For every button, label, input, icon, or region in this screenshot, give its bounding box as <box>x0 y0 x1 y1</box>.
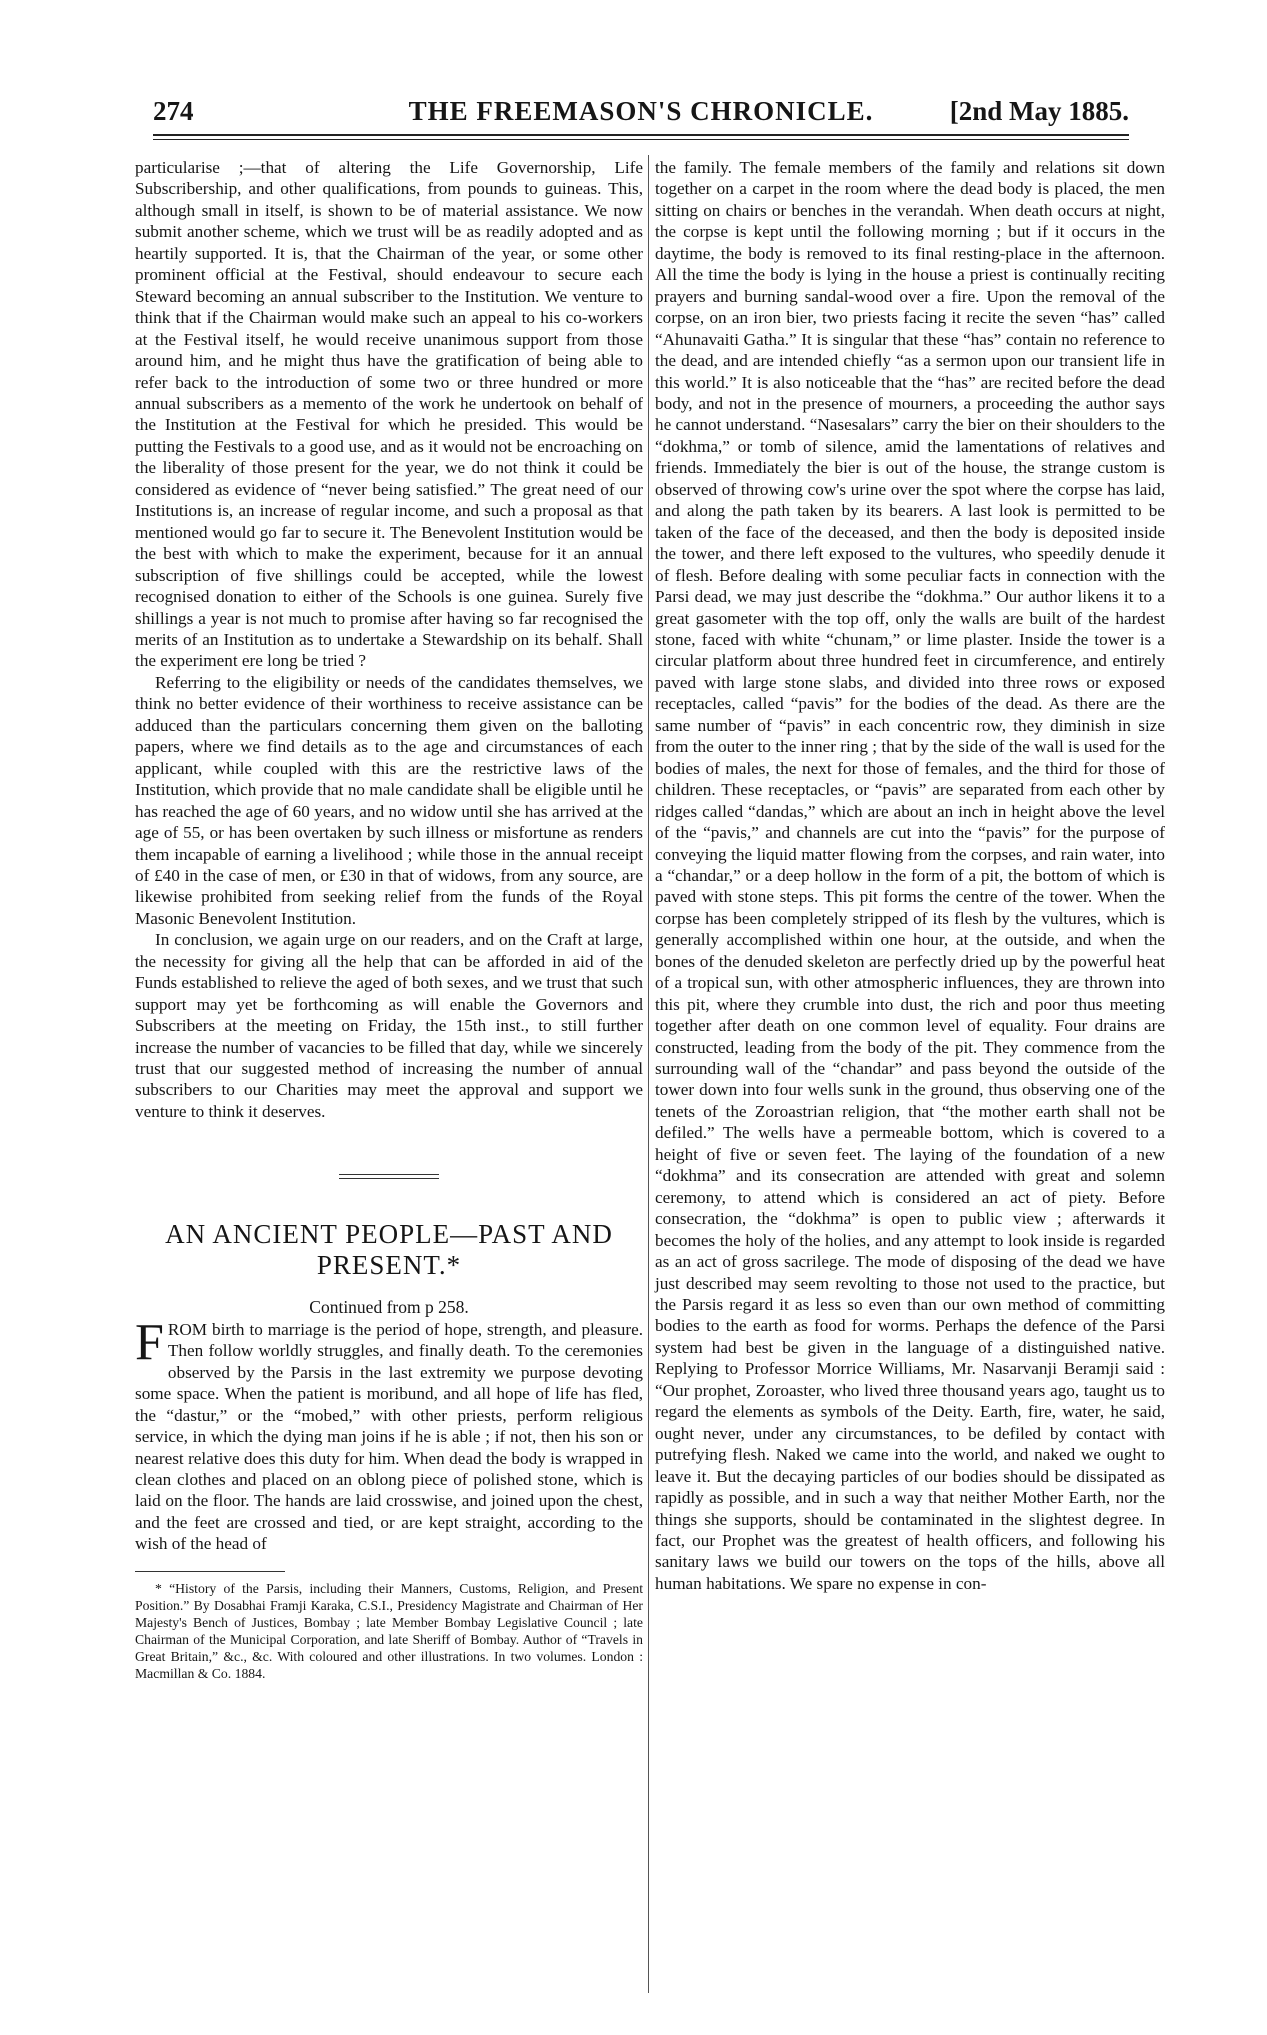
editorial-paragraph-1: particularise ;—that of altering the Life Governorship, Life Subscribership, and other qualifications, from pounds to guineas. This, although small in itself, is shown to be of material assistance. We now submit another scheme, which we trust will be as readily adopted and as heartily supported. It is, that the Chairman of the year, or some other prominent official at the Festival, should endeavour to secure each Steward becoming an annual subscriber to the Institution. We venture to think that if the Chairman would make such an appeal to his co-workers at the Festival itself, he would receive unanimous support from those around him, and he might thus have the gratification of being able to refer back to the introduction of some two or three hundred or more annual subscribers as a memento of the work he undertook on behalf of the Institution at the Festival for which he presided. This would be putting the Festivals to a good use, and as it would not be encroaching on the liberality of those present for the year, we do not think it could be considered as evidence of “never being satisfied.” The great need of our Institutions is, an increase of regular income, and such a proposal as that mentioned would go far to secure it. The Benevolent Institution would be the best with which to make the experiment, because for it an annual subscription of five shillings could be accepted, while the lowest recognised donation to either of the Schools is one guinea. Surely five shillings a year is not much to promise after having so far recognised the merits of an Institution as to undertake a Stewardship on its behalf. Shall the experiment ere long be tried ? <box>135 158 643 671</box>
issue-date: [2nd May 1885. <box>949 96 1129 126</box>
article-opening <box>135 1313 643 1555</box>
right-column <box>655 157 1165 1594</box>
footnote-rule <box>135 1571 285 1572</box>
footnote: * “History of the Parsis, including their Manners, Customs, Religion, and Present Position.” By Dosabhai Framji Karaka, C.S.I., Presidency Magistrate and Chairman of Her Majesty's Bench of Justices, Bombay ; late Member Bombay Legislative Council ; late Chairman of the Municipal Corporation, and late Sheriff of Bombay. Author of “Travels in Great Britain,” &c., &c. With coloured and other illustrations. In two volumes. London : Macmillan & Co. 1884. <box>135 1580 643 1681</box>
left-column <box>135 157 643 1682</box>
publication-title: THE FREEMASON'S CHRONICLE. <box>408 96 874 126</box>
article-opening-text: ROM birth to marriage is the period of hope, strength, and pleasure. Then follow worldly struggles, and finally death. To the ceremonies observed by the Parsis in the last extremity we purpose devoting some space. When the patient is moribund, and all hope of life has fled, the “dastur,” or the “mobed,” with other priests, perform religious service, in which the dying man joins if he is able ; if not, then his son or nearest relative does this duty for him. When dead the body is wrapped in clean clothes and placed on an oblong piece of polished stone, which is laid on the floor. The hands are laid crosswise, and joined upon the chest, and the feet are crossed and tied, or are kept straight, according to the wish of the head of <box>135 1319 643 1554</box>
article-title: AN ANCIENT PEOPLE—PAST AND PRESENT.* <box>165 1219 613 1281</box>
page-number: 274 <box>153 96 194 126</box>
drop-cap: F <box>135 1313 164 1371</box>
header-rule-thin <box>153 139 1129 140</box>
editorial-paragraph-3: In conclusion, we again urge on our readers, and on the Craft at large, the necessity for giving all the help that can be afforded in aid of the Funds established to relieve the aged of both sexes, and we trust that such support may yet be forthcoming as will enable the Governors and Subscribers at the meeting on Friday, the 15th inst., to still further increase the number of vacancies to be filled that day, while we sincerely trust that our suggested method of increasing the number of annual subscribers to our Charities may meet the approval and support we venture to think it deserves. <box>135 930 643 1121</box>
continued-note: Continued from p 258. <box>309 1297 469 1318</box>
running-head <box>153 96 1129 130</box>
header-rule <box>153 134 1129 136</box>
column-divider <box>648 155 649 1993</box>
article-continuation: the family. The female members of the family and relations sit down together on a carpet in the room where the dead body is placed, the men sitting on chairs or benches in the verandah. When death occurs at night, the corpse is kept until the following morning ; but if it occurs in the daytime, the body is removed to its final resting-place in the afternoon. All the time the body is lying in the house a priest is continually reciting prayers and burning sandal-wood over a fire. Upon the removal of the corpse, on an iron bier, two priests facing it recite the seven “has” called “Ahunavaiti Gatha.” It is singular that these “has” contain no reference to the dead, and are intended chiefly “as a sermon upon our transient life in this world.” It is also noticeable that the “has” are recited before the dead body, and not in the presence of mourners, a proceeding the author says he cannot understand. “Nasesalars” carry the bier on their shoulders to the “dokhma,” or tomb of silence, amid the lamentations of relatives and friends. Immediately the bier is out of the house, the strange custom is observed of throwing cow's urine over the spot where the corpse has laid, and along the path taken by its bearers. A last look is permitted to be taken of the face of the deceased, and then the body is deposited inside the tower, and there left exposed to the vultures, who speedily denude it of flesh. Before dealing with some peculiar facts in connection with the Parsi dead, we may just describe the “dokhma.” Our author likens it to a great gasometer with the top off, only the walls are built of the hardest stone, faced with white “chunam,” or lime plaster. Inside the tower is a circular platform about three hundred feet in circumference, and entirely paved with large stone slabs, and divided into three rows or exposed receptacles, called “pavis” for the bodies of the dead. As there are the same number of “pavis” in each concentric row, they diminish in size from the outer to the inner ring ; that by the side of the wall is used for the bodies of males, the next for those of females, and the third for those of children. These receptacles, or “pavis” are separated from each other by ridges called “dandas,” which are about an inch in height above the level of the “pavis,” and channels are cut into the “pavis” for the purpose of conveying the liquid matter flowing from the corpses, and rain water, into a “chandar,” or a deep hollow in the form of a pit, the bottom of which is paved with stone steps. This pit forms the centre of the tower. When the corpse has been completely stripped of its flesh by the vultures, which is generally accomplished within one hour, at the outside, and when the bones of the denuded skeleton are perfectly dried up by the powerful heat of a tropical sun, with other atmospheric influences, they are thrown into this pit, where they crumble into dust, the rich and poor thus meeting together after death on one common level of equality. Four drains are constructed, leading from the body of the pit. They commence from the surrounding wall of the “chandar” and pass beyond the outside of the tower down into four wells sunk in the ground, thus observing one of the tenets of the Zoroastrian religion, that “the mother earth shall not be defiled.” The wells have a permeable bottom, which is covered to a height of five or seven feet. The laying of the foundation of a new “dokhma” and its consecration are attended with great and solemn ceremony, to attend which is considered an act of piety. Before consecration, the “dokhma” is open to public view ; afterwards it becomes the holy of the holies, and any attempt to look inside is regarded as an act of gross sacrilege. The mode of disposing of the dead we have just described may seem revolting to those not used to the practice, but the Parsis regard it as less so even than our own method of committing bodies to the earth as food for worms. Perhaps the defence of the Parsi system had best be given in the language of a distinguished native. Replying to Professor Morrice Williams, Mr. Nasarvanji Beramji said : “Our prophet, Zoroaster, who lived three thousand years ago, taught us to regard the elements as symbols of the Deity. Earth, fire, water, he said, ought never, under any circumstances, to be defiled by contact with putrefying flesh. Naked we came into the world, and naked we ought to leave it. But the decaying particles of our bodies should be dissipated as rapidly as possible, and in such a way that neither Mother Earth, nor the things she supports, should be contaminated in the slightest degree. In fact, our Prophet was the greatest of health officers, and following his sanitary laws we build our towers on the tops of the hills, above all human habitations. We spare no expense in con- <box>655 158 1165 1593</box>
editorial-paragraph-2: Referring to the eligibility or needs of the candidates themselves, we think no better evidence of their worthiness to receive assistance can be adduced than the particulars concerning them given on the balloting papers, where we find details as to the age and circumstances of each applicant, while coupled with this are the restrictive laws of the Institution, which provide that no male candidate shall be eligible until he has reached the age of 60 years, and no widow until she has arrived at the age of 55, or has been overtaken by such illness or misfortune as renders them incapable of earning a livelihood ; while those in the annual receipt of £40 in the case of men, or £30 in that of widows, from any source, are likewise prohibited from seeking relief from the funds of the Royal Masonic Benevolent Institution. <box>135 672 643 928</box>
section-separator <box>339 1174 439 1179</box>
